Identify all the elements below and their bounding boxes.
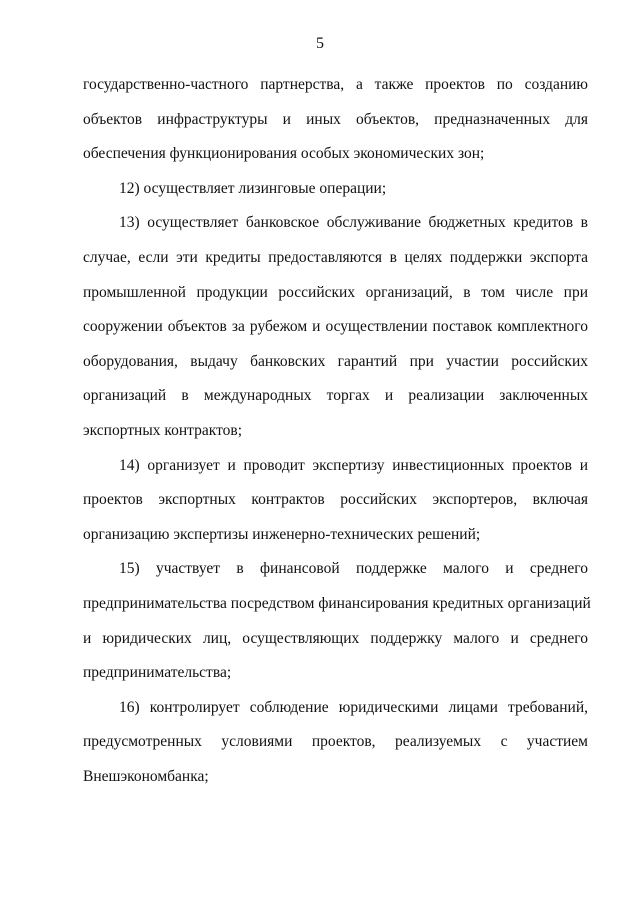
text-line: 12) осуществляет лизинговые операции; [119,179,387,197]
text-line: 14) организует и проводит экспертизу инвестиционных проектов и [119,456,588,474]
text-line: сооружении объектов за рубежом и осуществлении поставок комплектного [83,318,588,336]
text-line: организацию экспертизы инженерно-технических решений; [83,525,481,543]
text-line: объектов инфраструктуры и иных объектов, предназначенных для [83,110,588,128]
text-line: экспортных контрактов; [83,421,243,439]
text-line: предусмотренных условиями проектов, реализуемых с участием [83,733,588,751]
text-line: 15) участвует в финансовой поддержке малого и среднего [119,560,588,578]
paragraph-item-13 [83,206,588,448]
document-body [83,68,591,794]
text-line: 13) осуществляет банковское обслуживание бюджетных кредитов в [119,214,588,232]
paragraph-item-14 [83,449,588,553]
text-line: промышленной продукции российских организаций, в том числе при [83,283,588,301]
page-number: 5 [316,35,324,52]
text-line: обеспечения функционирования особых экономических зон; [83,145,485,163]
text-line: Внешэкономбанка; [83,767,209,785]
text-line: случае, если эти кредиты предоставляются в целях поддержки экспорта [83,248,588,266]
paragraph-item-15 [83,552,591,690]
text-line: государственно-частного партнерства, а также проектов по созданию [83,76,588,93]
text-line: проектов экспортных контрактов российских экспортеров, включая [83,491,588,509]
text-line: предпринимательства посредством финансирования кредитных организаций [83,594,591,612]
text-line: организаций в международных торгах и реализации заключенных [83,387,588,405]
paragraph-item-12 [83,172,588,207]
text-line: оборудования, выдачу банковских гарантий при участии российских [83,352,588,370]
text-line: и юридических лиц, осуществляющих поддержку малого и среднего [83,629,588,647]
paragraph-item-16 [83,691,588,795]
paragraph [83,68,588,172]
text-line: предпринимательства; [83,664,232,682]
text-line: 16) контролирует соблюдение юридическими лицами требований, [119,698,588,716]
